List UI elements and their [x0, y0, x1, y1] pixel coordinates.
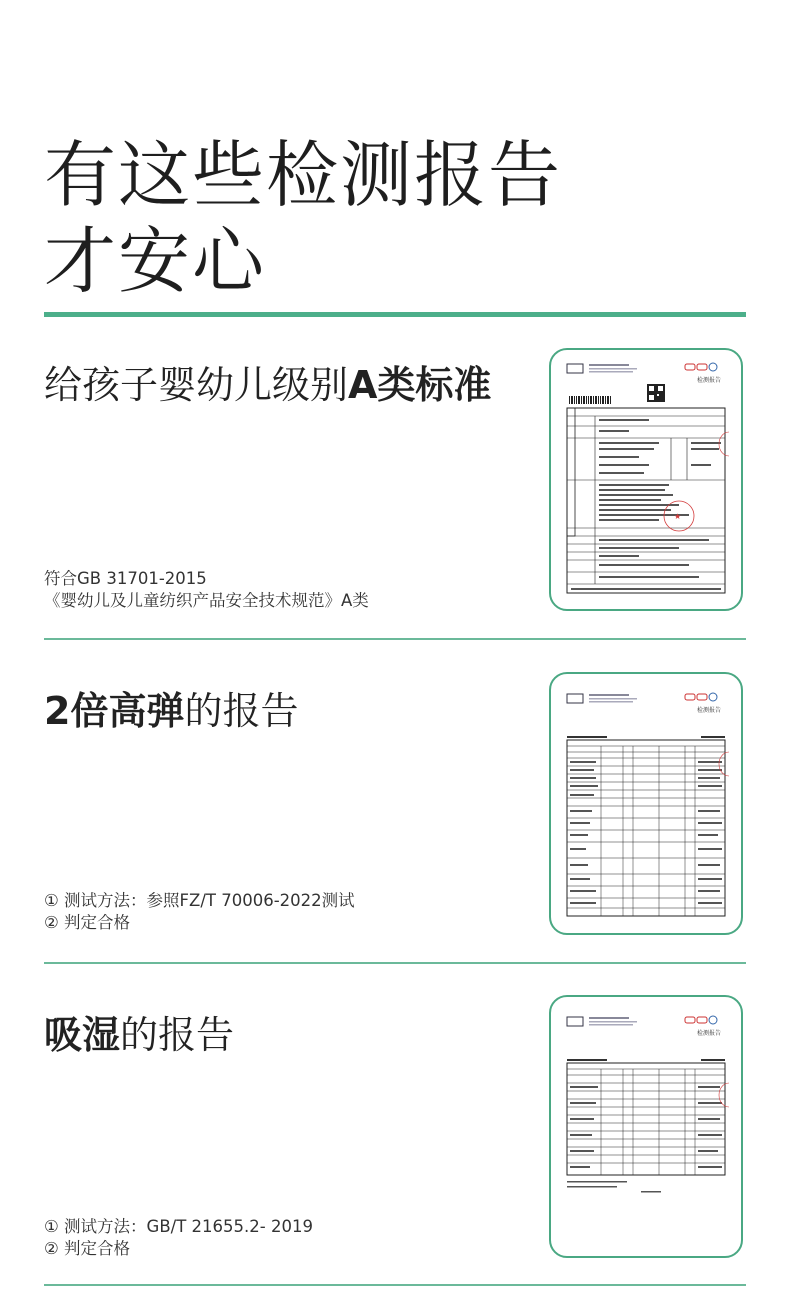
- section-2-note-1: ① 测试方法：参照FZ/T 70006-2022测试: [44, 891, 355, 910]
- report-document-icon: [561, 1005, 731, 1246]
- section-3-heading: [44, 1012, 234, 1058]
- section-2-note-2: ② 判定合格: [44, 913, 131, 932]
- section-2-notes: [44, 890, 355, 934]
- section-1-heading: [44, 362, 491, 408]
- report-stamp-label: 检测报告: [697, 1030, 722, 1037]
- title-line-1: 有这些检测报告: [44, 133, 563, 217]
- svg-text:★: ★: [674, 512, 682, 521]
- section-1-divider: [44, 638, 746, 640]
- report-document-icon: [561, 358, 731, 599]
- qr-code-icon: [647, 384, 665, 402]
- section-3-heading-plain: 的报告: [120, 1013, 235, 1057]
- page-title: [44, 132, 562, 304]
- section-1-heading-plain: 给孩子婴幼儿级别: [44, 363, 349, 407]
- report-stamp-label: 检测报告: [697, 707, 722, 714]
- section-2-report-image: [549, 672, 743, 935]
- report-stamp-label: 检测报告: [697, 377, 722, 384]
- section-2-divider: [44, 962, 746, 964]
- section-1-notes: [44, 568, 369, 612]
- section-2-heading: [44, 688, 298, 734]
- section-3-notes: [44, 1216, 313, 1260]
- section-1-report-image: [549, 348, 743, 611]
- section-2-heading-plain: 的报告: [184, 689, 299, 733]
- section-2-heading-bold: 2倍高弹: [44, 689, 185, 733]
- section-3-note-1: ① 测试方法：GB/T 21655.2- 2019: [44, 1217, 313, 1236]
- section-1-note-2: 《婴幼儿及儿童纺织产品安全技术规范》A类: [44, 591, 369, 610]
- report-document-icon: [561, 682, 731, 923]
- title-line-2: 才安心: [44, 219, 267, 303]
- section-1-note-1: 符合GB 31701-2015: [44, 569, 207, 588]
- title-divider: [44, 312, 746, 317]
- section-3-divider: [44, 1284, 746, 1286]
- section-3-note-2: ② 判定合格: [44, 1239, 131, 1258]
- section-3-heading-bold: 吸湿: [44, 1013, 121, 1057]
- section-3-report-image: [549, 995, 743, 1258]
- section-1-heading-bold: A类标准: [348, 363, 492, 407]
